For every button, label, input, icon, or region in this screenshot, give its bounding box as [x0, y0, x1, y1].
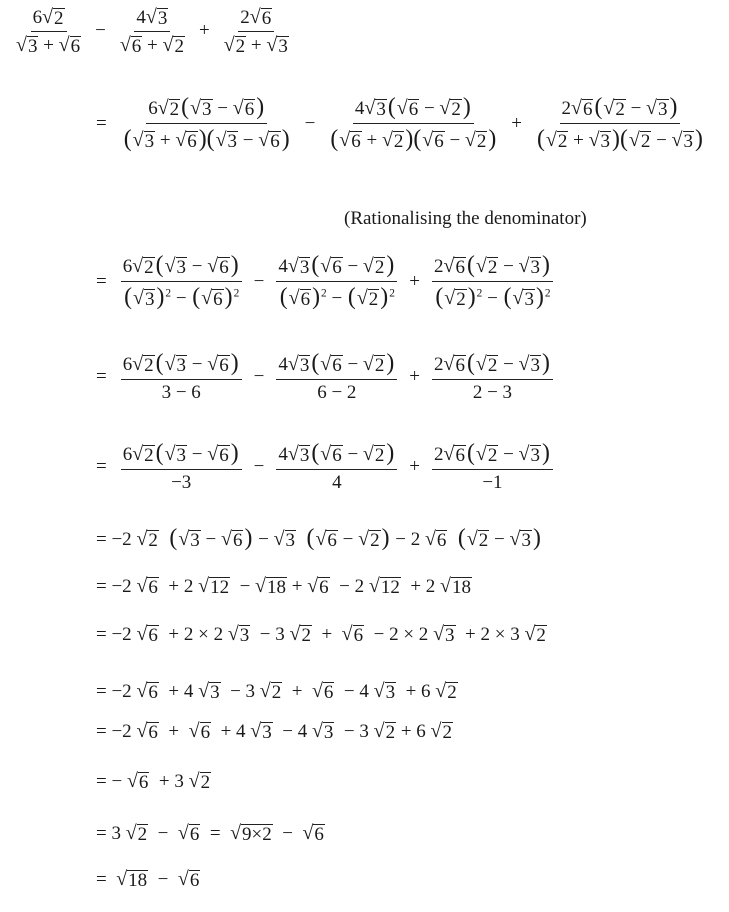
- fraction: 4 √ 3 √ 6 + √ 2: [119, 6, 184, 57]
- step-11: = 3 √ 2 − √ 6 = √ 9×2 − √ 6: [96, 822, 324, 846]
- step-4: = 6 √ 2 ( √ 3 − √ 6 ) −3 − 4 √ 3 ( √ 6 − √ 2 ) 4 + 2 √ 6 ( √ 2 − √ 3 ) −1: [96, 440, 559, 494]
- step-9: = −2 √ 6 + √ 6 + 4 √ 3 − 4 √ 3 − 3 √ 2 + 6 √ 2: [96, 720, 452, 744]
- step-2: = 6 √ 2 ( √ 3 − √ 6 ) ( √ 3 )$^2$ − ( √ 6 )$^2$ − 4 √ 3 ( √ 6 − √ 2 ) ( √ 6 )$^2$ − ( √ 2 )$^2$ + 2 √ 6 ( √ 2 − √ 3 ) ( √ 2 )$^2$ − ( √ 3 )$^2$: [96, 252, 559, 312]
- fraction: 6 √ 2 √ 3 + √ 6: [16, 6, 81, 57]
- step-5: = −2 √ 2 ( √ 3 − √ 6 ) − √ 3 ( √ 6 − √ 2 ) − 2 √ 6 ( √ 2 − √ 3 ): [96, 525, 541, 552]
- step-8: = −2 √ 6 + 4 √ 3 − 3 √ 2 + √ 6 − 4 √ 3 + 6 √ 2: [96, 680, 457, 704]
- step-6: = −2 √ 6 + 2 √ 12 − √ 18 + √ 6 − 2 √ 12 + 2 √ 18: [96, 575, 471, 599]
- fraction: 2 √ 6 √ 2 + √ 3: [223, 6, 288, 57]
- step-3: = 6 √ 2 ( √ 3 − √ 6 ) 3 − 6 − 4 √ 3 ( √ 6 − √ 2 ) 6 − 2 + 2 √ 6 ( √ 2 − √ 3 ) 2 − 3: [96, 350, 559, 404]
- annotation-note: (Rationalising the denominator): [344, 208, 587, 229]
- step-10: = − √ 6 + 3 √ 2: [96, 770, 211, 794]
- step-12: = √ 18 − √ 6: [96, 868, 200, 892]
- step-1: = 6 √ 2 ( √ 3 − √ 6 ) ( √ 3 + √ 6 )( √ 3 − √ 6 ) − 4 √ 3 ( √ 6 − √ 2 ) ( √ 6 + √ 2 )( √ 6 − √ 2 ) + 2 √ 6 ( √ 2 − √ 3 ) ( √ 2 + √ 3 )( √ 2 − √ 3 ): [96, 94, 703, 153]
- problem-expression: 6 √ 2 √ 3 + √ 6 − 4 √ 3 √ 6 + √ 2 + 2 √ 6 √ 2 + √ 3: [8, 6, 297, 57]
- step-7: = −2 √ 6 + 2 × 2 √ 3 − 3 √ 2 + √ 6 − 2 × 2 √ 3 + 2 × 3 √ 2: [96, 623, 546, 647]
